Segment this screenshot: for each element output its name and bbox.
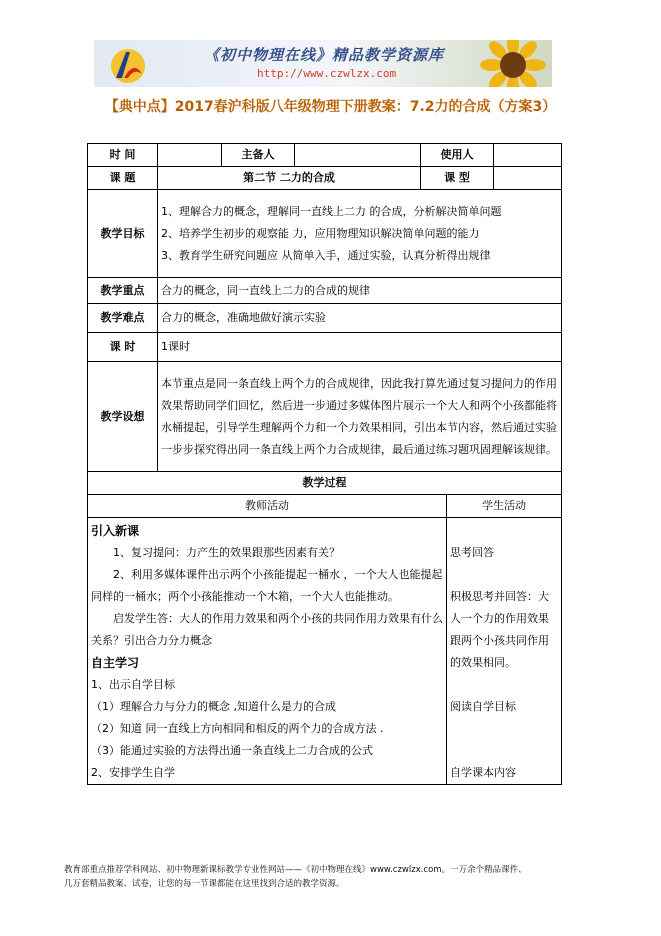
row-key-points	[88, 278, 562, 304]
row-topic	[88, 167, 562, 190]
self-study-goal-3: （3）能通过实验的方法得出通一条直线上二力合成的公式	[91, 744, 373, 757]
banner-url[interactable]: http://www.czwlzx.com	[257, 67, 397, 80]
key-points-value: 合力的概念，同一直线上二力的合成的规律	[158, 278, 562, 304]
intro-step-3: 启发学生答：大人的作用力效果和两个小孩的共同作用力效果有什么关系？引出合力分力概念	[91, 612, 443, 647]
time-value	[158, 144, 222, 167]
key-points-label: 教学重点	[88, 278, 158, 304]
difficulties-value: 合力的概念，准确地做好演示实验	[158, 304, 562, 333]
lesson-plan-table	[87, 143, 562, 785]
lesson-type-label: 课 型	[421, 167, 494, 190]
objective-item: 1、理解合力的概念，理解同一直线上二力 的合成，分析解决简单问题	[161, 204, 502, 218]
user-value	[494, 144, 562, 167]
intro-heading: 引入新课	[91, 524, 140, 538]
student-response-2: 积极思考并回答：大人一个力的作用效果跟两个小孩共同作用的效果相同。	[450, 590, 549, 669]
time-label: 时 间	[88, 144, 158, 167]
student-response-4: 自学课本内容	[450, 766, 516, 779]
student-activity-header: 学生活动	[447, 495, 562, 518]
self-study-goal-2: （2）知道 同一直线上方向相同和相反的两个力的合成方法 .	[91, 722, 384, 735]
lesson-type-value	[494, 167, 562, 190]
page-footer	[64, 863, 624, 891]
student-response-1: 思考回答	[450, 546, 494, 559]
row-time	[88, 144, 562, 167]
preparer-label: 主备人	[222, 144, 295, 167]
self-study-goal-1: （1）理解合力与分力的概念 ,知道什么是力的合成	[91, 700, 336, 713]
student-activity-cell	[447, 518, 562, 785]
site-logo-icon	[108, 46, 148, 84]
design-label: 教学设想	[88, 362, 158, 472]
banner-title: 《初中物理在线》精品教学资源库	[204, 46, 445, 64]
row-hours	[88, 333, 562, 362]
objectives-label: 教学目标	[88, 190, 158, 278]
teacher-activity-header: 教师活动	[88, 495, 447, 518]
row-process-header	[88, 472, 562, 495]
teacher-activity-cell	[88, 518, 447, 785]
row-design	[88, 362, 562, 472]
intro-step-2: 2、利用多媒体课件出示两个小孩能提起一桶水 ，一个大人也能提起同样的一桶水；两个小孩能推动一个木箱，一个大人也能推动。	[91, 568, 443, 603]
objective-item: 2、培养学生初步的观察能 力，应用物理知识解决简单问题的能力	[161, 226, 480, 240]
topic-value: 第二节 二力的合成	[158, 167, 421, 190]
hours-value: 1课时	[158, 333, 562, 362]
intro-step-1: 1、复习提问：力产生的效果跟那些因素有关？	[113, 546, 340, 559]
row-activity-headers	[88, 495, 562, 518]
self-study-step-1: 1、出示自学目标	[91, 678, 175, 691]
row-difficulties	[88, 304, 562, 333]
student-response-3: 阅读自学目标	[450, 700, 516, 713]
row-process-body	[88, 518, 562, 785]
site-banner	[94, 40, 552, 87]
preparer-value	[295, 144, 421, 167]
user-label: 使用人	[421, 144, 494, 167]
sunflower-icon	[478, 40, 548, 87]
document-title: 【典中点】2017春沪科版八年级物理下册教案：7.2力的合成（方案3）	[104, 99, 557, 115]
self-study-heading: 自主学习	[91, 656, 140, 670]
footer-line-2: 几万套精品教案、试卷，让您的每一节课都能在这里找到合适的教学资源。	[64, 879, 345, 889]
process-header: 教学过程	[88, 472, 562, 495]
difficulties-label: 教学难点	[88, 304, 158, 333]
hours-label: 课 时	[88, 333, 158, 362]
topic-label: 课 题	[88, 167, 158, 190]
self-study-step-2: 2、安排学生自学	[91, 766, 175, 779]
objectives-list	[158, 190, 562, 278]
objective-item: 3、教育学生研究问题应 从简单入手，通过实验，认真分析得出规律	[161, 248, 491, 262]
design-value: 本节重点是同一条直线上两个力的合成规律，因此我打算先通过复习提问力的作用效果帮助同学们回忆，然后进一步通过多媒体图片展示一个大人和两个小孩都能将水桶提起，引导学生理解两个力和一个力效果相同，引出本节内容，然后通过实验一步步探究得出同一条直线上两个力合成规律，最后通过练习题巩固理解该规律。	[158, 362, 562, 472]
footer-line-1: 教育部重点推荐学科网站、初中物理新课标教学专业性网站——《初中物理在线》www.czwlzx.com。一万余个精品课件、	[64, 865, 527, 875]
row-objectives	[88, 190, 562, 278]
